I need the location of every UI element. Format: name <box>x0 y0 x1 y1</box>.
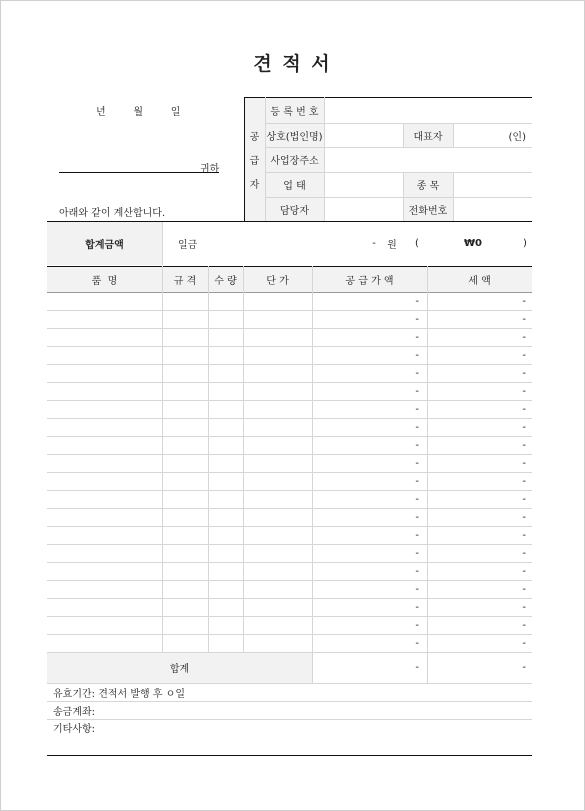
item-field[interactable] <box>453 172 532 197</box>
tax-amount-cell: - <box>522 367 526 379</box>
column-line <box>162 266 163 652</box>
tax-amount-cell: - <box>522 313 526 325</box>
supply-amount-cell: - <box>415 313 419 325</box>
tax-amount-cell: - <box>522 547 526 559</box>
supply-amount-cell: - <box>415 331 419 343</box>
supplier-side-label-3: 자 <box>249 179 260 191</box>
reg-no-label: 등 록 번 호 <box>270 107 319 118</box>
business-label: 업 태 <box>283 181 306 192</box>
bottom-border <box>47 755 532 756</box>
supply-amount-cell: - <box>415 493 419 505</box>
column-header: 규 격 <box>173 275 197 287</box>
ceo-label: 대표자 <box>413 131 443 143</box>
supply-amount-cell: - <box>415 457 419 469</box>
recipient-suffix: 귀하 <box>200 164 220 175</box>
seal-label: (인) <box>508 131 526 143</box>
tax-amount-cell: - <box>522 637 526 649</box>
sum-label: 합계 <box>169 664 190 675</box>
column-header: 단 가 <box>266 275 289 287</box>
tax-amount-cell: - <box>522 493 526 505</box>
column-line <box>312 266 313 683</box>
supply-amount-cell: - <box>415 583 419 595</box>
column-header: 공 급 가 액 <box>345 275 394 287</box>
column-header: 세 액 <box>468 275 491 287</box>
supplier-side-label-2: 급 <box>249 155 260 167</box>
company-label: 상호(법인명) <box>266 131 323 143</box>
column-header: 품 명 <box>91 275 118 287</box>
reg-no-field[interactable] <box>324 98 532 123</box>
address-field[interactable] <box>324 147 532 172</box>
date-label: 년 월 일 <box>96 107 184 118</box>
other-note: 기타사항: <box>53 723 96 735</box>
supply-amount-cell: - <box>415 601 419 613</box>
supply-amount-cell: - <box>415 367 419 379</box>
tax-amount-cell: - <box>522 511 526 523</box>
tax-amount-cell: - <box>522 385 526 397</box>
supply-amount-cell: - <box>415 547 419 559</box>
phone-label: 전화번호 <box>408 205 448 217</box>
column-line <box>427 266 428 683</box>
supply-amount-cell: - <box>415 529 419 541</box>
document-title: 견 적 서 <box>253 53 332 75</box>
tax-amount-cell: - <box>522 421 526 433</box>
tax-amount-cell: - <box>522 475 526 487</box>
item-label: 종 목 <box>416 181 440 192</box>
tax-amount-cell: - <box>522 565 526 577</box>
tax-amount-cell: - <box>522 601 526 613</box>
total-close-paren: ) <box>523 238 527 249</box>
total-dash: - <box>372 238 376 249</box>
supply-amount-cell: - <box>415 385 419 397</box>
supply-amount-cell: - <box>415 421 419 433</box>
business-field[interactable] <box>324 172 403 197</box>
column-header: 수 량 <box>214 275 237 287</box>
supply-amount-cell: - <box>415 439 419 451</box>
total-won: 원 <box>387 240 397 251</box>
total-label: 합계금액 <box>85 240 124 251</box>
address-label: 사업장주소 <box>270 156 319 167</box>
tax-amount-cell: - <box>522 529 526 541</box>
total-divider <box>162 222 163 265</box>
total-prefix: 일금 <box>178 240 198 251</box>
tax-amount-cell: - <box>522 295 526 307</box>
phone-field[interactable] <box>453 197 532 221</box>
supplier-side-label-1: 공 <box>249 131 260 143</box>
account-note: 송금계좌: <box>53 706 96 718</box>
supply-amount-cell: - <box>415 349 419 361</box>
manager-field[interactable] <box>324 197 403 221</box>
tax-amount-cell: - <box>522 457 526 469</box>
supply-amount-cell: - <box>415 403 419 415</box>
manager-label: 담당자 <box>280 205 309 217</box>
tax-amount-cell: - <box>522 403 526 415</box>
supply-amount-cell: - <box>415 475 419 487</box>
recipient-line <box>59 172 219 173</box>
intro-text: 아래와 같이 계산합니다. <box>59 208 166 219</box>
total-open-paren: ( <box>415 238 419 249</box>
sum-tax: - <box>522 662 526 673</box>
supply-amount-cell: - <box>415 295 419 307</box>
column-line <box>243 266 244 652</box>
supply-amount-cell: - <box>415 565 419 577</box>
sum-supply: - <box>415 662 419 673</box>
company-field[interactable] <box>324 123 403 147</box>
tax-amount-cell: - <box>522 331 526 343</box>
supply-amount-cell: - <box>415 511 419 523</box>
column-line <box>208 266 209 652</box>
tax-amount-cell: - <box>522 619 526 631</box>
tax-amount-cell: - <box>522 583 526 595</box>
total-amount: ₩0 <box>464 238 482 249</box>
tax-amount-cell: - <box>522 349 526 361</box>
supply-amount-cell: - <box>415 619 419 631</box>
supply-amount-cell: - <box>415 637 419 649</box>
validity-note: 유효기간: 견적서 발행 후 ㅇ일 <box>53 688 186 700</box>
tax-amount-cell: - <box>522 439 526 451</box>
